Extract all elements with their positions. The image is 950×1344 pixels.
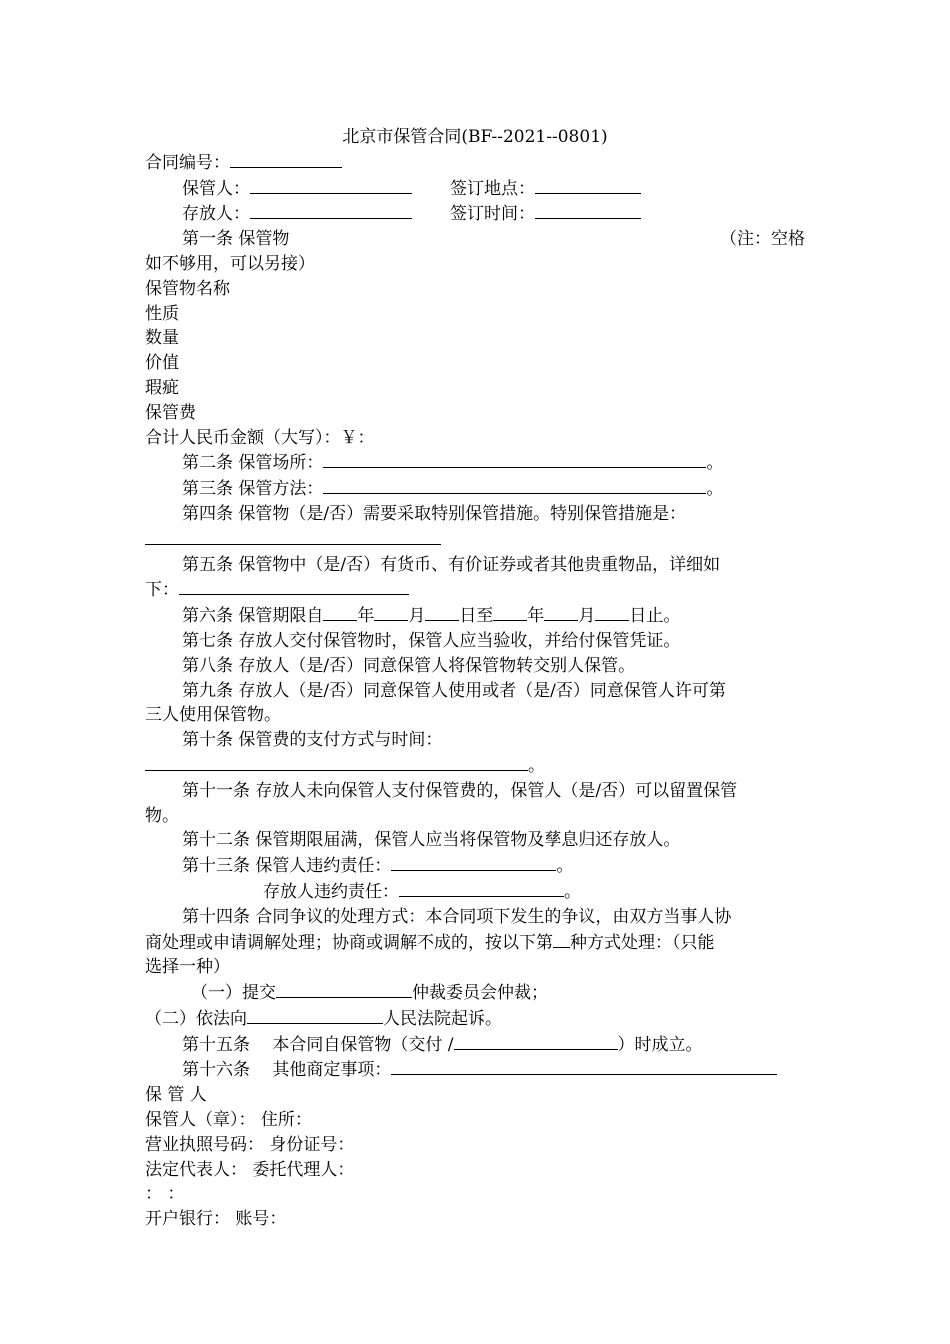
option-2-label: （二）依法向 <box>145 1008 247 1029</box>
depositor-label: 存放人： <box>182 204 250 225</box>
article-7-line: 第七条 存放人交付保管物时，保管人应当验收，并给付保管凭证。 <box>182 630 681 651</box>
establishment-blank[interactable] <box>454 1032 618 1050</box>
signature-title: 保 管 人 <box>145 1085 207 1106</box>
article-16-label: 第十六条 其他商定事项： <box>182 1060 392 1081</box>
article-13-label: 第十三条 保管人违约责任： <box>182 856 392 877</box>
contract-number-label: 合同编号： <box>145 152 230 173</box>
start-month-blank[interactable] <box>374 603 408 621</box>
article-14-line: 第十四条 合同争议的处理方式：本合同项下发生的争议，由双方当事人协 <box>182 906 732 927</box>
month-label: 月 <box>408 606 426 627</box>
special-measures-blank[interactable] <box>145 527 441 545</box>
article-2-line <box>145 450 805 476</box>
arbitration-blank[interactable] <box>276 980 412 998</box>
article-2-period: 。 <box>706 453 724 474</box>
article-8-line: 第八条 存放人（是/否）同意保管人将保管物转交别人保管。 <box>182 655 636 676</box>
article-11-line: 第十一条 存放人未向保管人支付保管费的，保管人（是/否）可以留置保管 <box>182 780 738 801</box>
article-9-cont: 三人使用保管物。 <box>145 705 281 726</box>
article-6-label: 第六条 保管期限自 <box>182 606 324 627</box>
option-1-text: 仲裁委员会仲裁； <box>412 983 548 1004</box>
storage-method-blank[interactable] <box>323 476 706 494</box>
article-1-label: 第一条 保管物 <box>182 229 290 250</box>
sign-place-blank[interactable] <box>535 176 641 194</box>
signature-line-1: 保管人（章）： 住所： <box>145 1110 312 1131</box>
payment-method-blank[interactable] <box>145 753 528 771</box>
article-13-period: 。 <box>556 856 574 877</box>
field-fee: 保管费 <box>145 402 196 423</box>
article-6-line <box>145 603 805 629</box>
field-quantity: 数量 <box>145 328 179 349</box>
field-value: 价值 <box>145 353 179 374</box>
day-end-label: 日止。 <box>629 606 681 627</box>
sign-time-blank[interactable] <box>535 201 641 219</box>
article-14-text2: 种方式处理：（只能 <box>570 932 715 953</box>
article-5-line: 第五条 保管物中（是/否）有货币、有价证券或者其他贵重物品，详细如 <box>182 554 721 575</box>
total-amount-line: 合计人民币金额（大写）：￥： <box>145 427 375 448</box>
article-14-text: 商处理或申请调解处理；协商或调解不成的，按以下第 <box>145 932 553 953</box>
article-13-line <box>145 853 805 879</box>
article-12-line: 第十二条 保管期限届满，保管人应当将保管物及孳息归还存放人。 <box>182 830 681 851</box>
article-4-cont <box>145 527 805 553</box>
option-1-label: （一）提交 <box>191 983 276 1004</box>
article-13-line2 <box>145 879 805 905</box>
end-day-blank[interactable] <box>595 603 629 621</box>
sign-time-label: 签订时间： <box>450 204 535 225</box>
article-5-label: 下： <box>145 580 179 601</box>
field-nature: 性质 <box>145 303 179 324</box>
article-16-line <box>145 1057 805 1083</box>
year-label: 年 <box>527 606 545 627</box>
article-2-label: 第二条 保管场所： <box>182 453 324 474</box>
custodian-label: 保管人： <box>182 178 250 199</box>
article-11-cont: 物。 <box>145 805 179 826</box>
storage-place-blank[interactable] <box>323 450 706 468</box>
document-title: 北京市保管合同(BF--2021--0801) <box>342 127 608 147</box>
option-2-text: 人民法院起诉。 <box>383 1008 502 1029</box>
article-4-line: 第四条 保管物（是/否）需要采取特别保管措施。特别保管措施是： <box>182 503 687 524</box>
article-14-cont <box>145 930 805 956</box>
article-3-period: 。 <box>706 479 724 500</box>
signature-line-5: 开户银行： 账号： <box>145 1209 287 1230</box>
article-15-line <box>145 1032 805 1058</box>
field-defect: 瑕疵 <box>145 377 179 398</box>
article-10-cont <box>145 753 805 779</box>
article-3-label: 第三条 保管方法： <box>182 479 324 500</box>
article-15-text: ）时成立。 <box>617 1034 703 1055</box>
contract-document <box>145 125 805 1232</box>
article-9-line: 第九条 存放人（是/否）同意保管人使用或者（是/否）同意保管人许可第 <box>182 680 726 701</box>
article-14-cont2: 选择一种） <box>145 957 230 978</box>
depositor-line <box>145 201 805 227</box>
custodian-line <box>145 176 805 202</box>
valuables-blank[interactable] <box>179 577 409 595</box>
option-2-line <box>145 1006 805 1032</box>
signature-line-4: ： ： <box>145 1184 185 1205</box>
article-5-cont <box>145 577 805 603</box>
option-1-line <box>145 980 805 1006</box>
custodian-liability-blank[interactable] <box>391 853 556 871</box>
article-10-period: 。 <box>528 755 545 776</box>
day-to-label: 日至 <box>459 606 494 627</box>
article-1-note-cont: 如不够用，可以另接） <box>145 253 315 274</box>
contract-number-line <box>145 150 805 176</box>
article-13-label2: 存放人违约责任： <box>263 881 399 902</box>
court-blank[interactable] <box>247 1006 383 1024</box>
custodian-blank[interactable] <box>250 176 412 194</box>
start-day-blank[interactable] <box>425 603 459 621</box>
article-1-note: （注：空格 <box>720 229 805 250</box>
article-15-label: 第十五条 本合同自保管物（交付 / <box>182 1034 454 1055</box>
field-name: 保管物名称 <box>145 278 230 299</box>
article-1-line <box>145 227 805 252</box>
article-13-period2: 。 <box>564 881 581 902</box>
dispute-option-blank[interactable] <box>553 930 570 948</box>
signature-line-2: 营业执照号码： 身份证号： <box>145 1134 355 1155</box>
year-label: 年 <box>357 606 375 627</box>
depositor-blank[interactable] <box>250 201 412 219</box>
signature-line-3: 法定代表人： 委托代理人： <box>145 1159 355 1180</box>
article-10-line: 第十条 保管费的支付方式与时间： <box>182 730 443 751</box>
month-label: 月 <box>578 606 596 627</box>
depositor-liability-blank[interactable] <box>399 879 564 897</box>
end-year-blank[interactable] <box>493 603 527 621</box>
other-matters-blank[interactable] <box>391 1057 777 1075</box>
start-year-blank[interactable] <box>323 603 357 621</box>
sign-place-label: 签订地点： <box>450 178 535 199</box>
end-month-blank[interactable] <box>544 603 578 621</box>
contract-number-blank[interactable] <box>230 150 342 168</box>
article-3-line <box>145 476 805 502</box>
